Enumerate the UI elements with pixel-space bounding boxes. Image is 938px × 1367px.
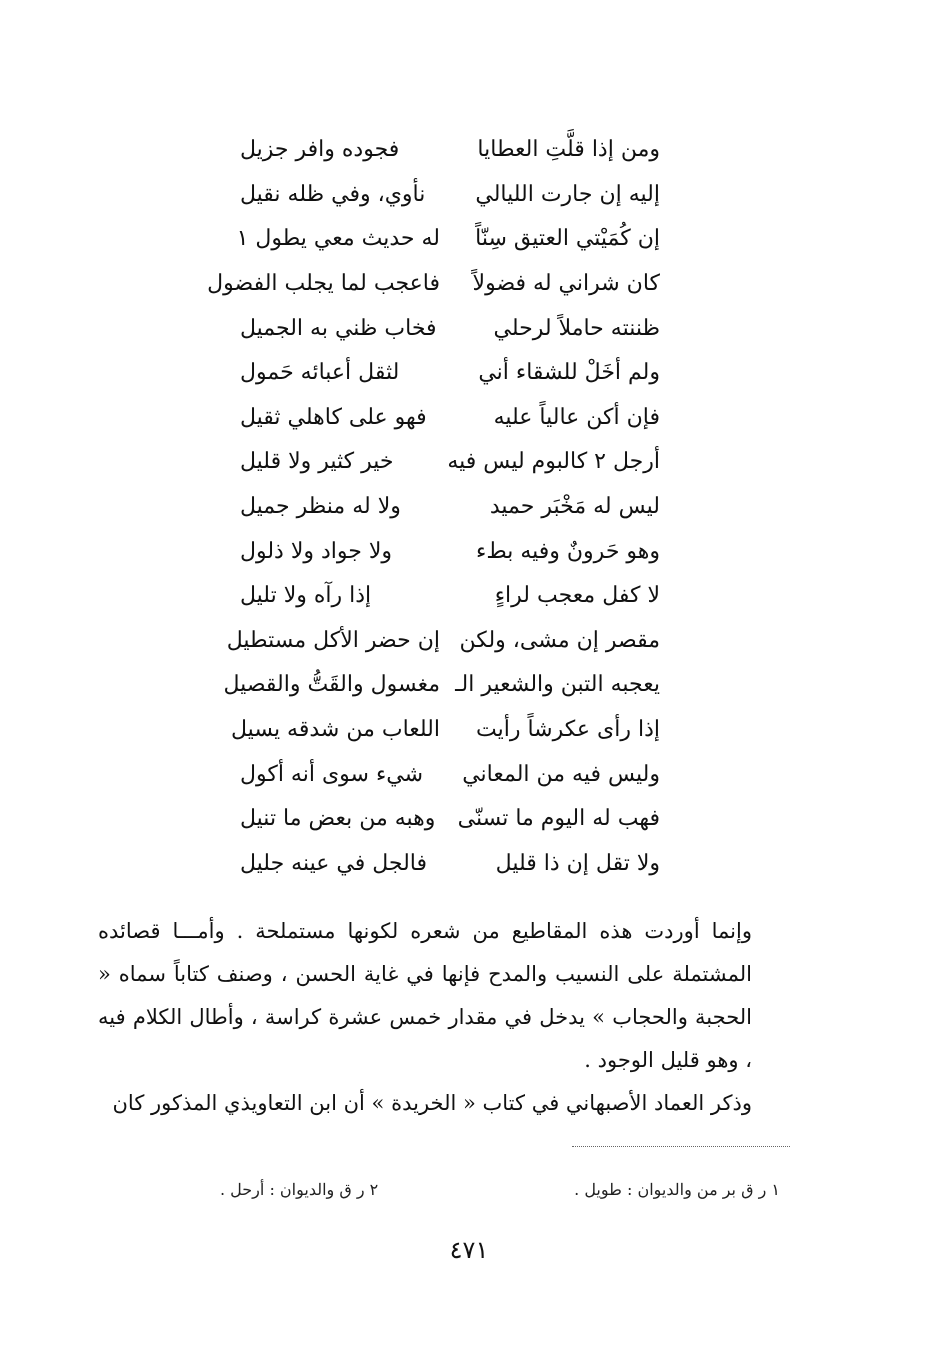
verse-line bbox=[240, 797, 660, 842]
prose-paragraph: وذكر العماد الأصبهاني في كتاب « الخريدة » أن ابن التعاويذي المذكور كان bbox=[112, 1091, 752, 1115]
hemistich-first: وليس فيه من المعاني bbox=[462, 761, 660, 787]
verse-line bbox=[231, 708, 660, 753]
prose-block bbox=[98, 910, 792, 1125]
hemistich-first: فإن أكن عالياً عليه bbox=[493, 404, 660, 430]
page-number: ٤٧١ bbox=[449, 1236, 489, 1264]
verse-line bbox=[240, 529, 660, 574]
hemistich-first: ظننته حاملاً لرحلي bbox=[493, 315, 660, 341]
hemistich-first: ولم أخَلْ للشقاء أني bbox=[478, 360, 660, 386]
hemistich-first: يعجبه التبن والشعير الـ bbox=[455, 672, 660, 698]
prose-paragraph: وإنما أوردت هذه المقاطيع من شعره لكونها مستملحة . وأمـــا قصائده المشتملة على النسيب والمدح فإنها في غاية الحسن ، وصنف كتاباً سماه « الحجبة والحجاب » يدخل في مقدار خمس عشرة كراسة ، وأطال الكلام فيه ، وهو قليل الوجود . bbox=[98, 919, 752, 1072]
hemistich-second: اللعاب من شدقه يسيل bbox=[231, 717, 440, 743]
verse-line bbox=[240, 842, 660, 887]
hemistich-first: ومن إذا قلَّتِ العطايا bbox=[477, 137, 660, 163]
hemistich-first: إذا رأى عكرشاً رأيت bbox=[476, 717, 660, 743]
verse-line bbox=[223, 663, 660, 708]
hemistich-second: وهبه من بعض ما تنيل bbox=[240, 806, 436, 832]
hemistich-second: فخاب ظني به الجميل bbox=[240, 315, 437, 341]
verse-line bbox=[240, 173, 660, 218]
hemistich-second: ولا له منظر جميل bbox=[240, 494, 401, 520]
verse-line bbox=[240, 128, 660, 173]
hemistich-second: إذا رآه ولا تليل bbox=[240, 583, 372, 609]
hemistich-first: إن كُمَيْتي العتيق سِنّاً bbox=[475, 226, 660, 252]
footnote-1: ١ ر ق بر من والديوان : طويل . bbox=[574, 1180, 780, 1199]
hemistich-first: وهو حَرونٌ وفيه بطء bbox=[475, 538, 660, 564]
hemistich-first: فهب له اليوم ما تسنّى bbox=[457, 806, 660, 832]
hemistich-second: نأوي، وفي ظله نقيل bbox=[240, 181, 426, 207]
verse-line bbox=[236, 217, 660, 262]
hemistich-second: خير كثير ولا قليل bbox=[240, 449, 394, 475]
hemistich-second: فاعجب لما يجلب الفضول bbox=[207, 271, 440, 297]
footnote-divider bbox=[572, 1146, 790, 1147]
hemistich-second: فالجل في عينه جليل bbox=[240, 850, 427, 876]
footnotes bbox=[220, 1180, 780, 1199]
hemistich-second: له حديث معي يطول ١ bbox=[236, 226, 440, 252]
verse-line bbox=[240, 440, 660, 485]
hemistich-second: مغسول والقَتُّ والقصيل bbox=[223, 672, 440, 698]
footnote-2: ٢ ر ق والديوان : أرحل . bbox=[220, 1180, 379, 1199]
poem-block bbox=[207, 128, 660, 886]
hemistich-first: ليس له مَخْبَر حميد bbox=[489, 494, 660, 520]
verse-line bbox=[240, 306, 660, 351]
hemistich-first: لا كفل معجب لراءٍ bbox=[494, 583, 660, 609]
hemistich-first: كان شراني له فضولاً bbox=[472, 271, 660, 297]
hemistich-second: فجوده وافر جزيل bbox=[240, 137, 400, 163]
hemistich-first: أرجل ٢ كالبوم ليس فيه bbox=[447, 449, 660, 475]
verse-line bbox=[240, 485, 660, 530]
verse-line bbox=[240, 396, 660, 441]
verse-line bbox=[240, 574, 660, 619]
verse-line bbox=[240, 351, 660, 396]
hemistich-second: شيء سوى أنه أكول bbox=[240, 761, 424, 787]
hemistich-second: إن حضر الأكل مستطيل bbox=[226, 627, 440, 653]
hemistich-second: فهو على كاهلي ثقيل bbox=[240, 404, 427, 430]
hemistich-first: ولا تقل إن ذا قليل bbox=[495, 850, 660, 876]
verse-line bbox=[240, 752, 660, 797]
hemistich-first: مقصر إن مشى، ولكن bbox=[459, 627, 660, 653]
verse-line bbox=[226, 619, 660, 664]
verse-line bbox=[207, 262, 660, 307]
hemistich-second: لثقل أعبائه حَمول bbox=[240, 360, 400, 386]
hemistich-first: إليه إن جارت الليالي bbox=[475, 181, 660, 207]
hemistich-second: ولا جواد ولا ذلول bbox=[240, 538, 393, 564]
